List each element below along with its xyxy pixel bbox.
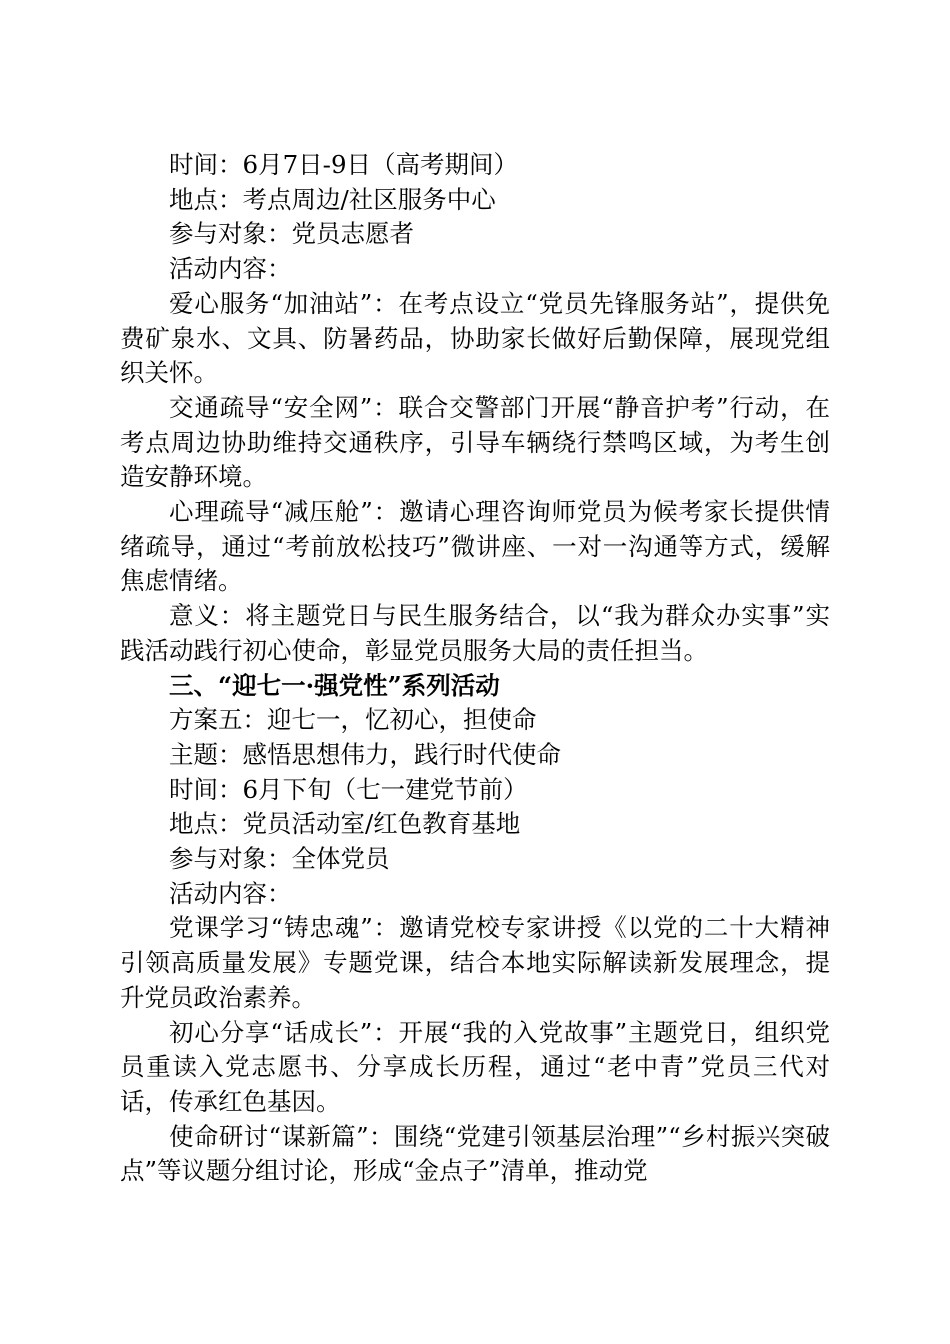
paragraph-activity-label: 活动内容： [169, 254, 292, 284]
paragraph-time-2: 时间：6月下旬（七一建党节前） [169, 774, 528, 804]
paragraph-participants: 参与对象：党员志愿者 [169, 219, 414, 249]
paragraph-mission-discussion: 使命研讨“谋新篇”：围绕“党建引领基层治理”“乡村振兴突破点”等议题分组讨论，形成“金点子”清单，推动党 [120, 1121, 830, 1186]
paragraph-significance: 意义：将主题党日与民生服务结合，以“我为群众办实事”实践活动践行初心使命，彰显党员服务大局的责任担当。 [120, 601, 830, 665]
paragraph-plan-five: 方案五：迎七一，忆初心，担使命 [169, 705, 537, 735]
paragraph-time: 时间：6月7日-9日（高考期间） [169, 150, 519, 179]
paragraph-location-2: 地点：党员活动室/红色教育基地 [169, 809, 521, 839]
paragraph-love-service: 爱心服务“加油站”：在考点设立“党员先锋服务站”，提供免费矿泉水、文具、防暑药品，协助家长做好后勤保障，展现党组织关怀。 [120, 288, 830, 388]
paragraph-activity-label-2: 活动内容： [169, 878, 292, 908]
paragraph-party-lesson: 党课学习“铸忠魂”：邀请党校专家讲授《以党的二十大精神引领高质量发展》专题党课，结合本地实际解读新发展理念，提升党员政治素养。 [120, 913, 830, 1012]
paragraph-traffic: 交通疏导“安全网”：联合交警部门开展“静音护考”行动，在考点周边协助维持交通秩序，引导车辆绕行禁鸣区域，为考生创造安静环境。 [120, 392, 830, 492]
paragraph-participants-2: 参与对象：全体党员 [169, 844, 390, 874]
paragraph-location: 地点：考点周边/社区服务中心 [169, 184, 496, 214]
paragraph-original-aspiration: 初心分享“话成长”：开展“我的入党故事”主题党日，组织党员重读入党志愿书、分享成长历程，通过“老中青”党员三代对话，传承红色基因。 [120, 1017, 830, 1116]
paragraph-psychology: 心理疏导“减压舱”：邀请心理咨询师党员为候考家长提供情绪疏导，通过“考前放松技巧”微讲座、一对一沟通等方式，缓解焦虑情绪。 [120, 497, 830, 596]
section-heading: 三、“迎七一·强党性”系列活动 [169, 670, 500, 700]
document-body [120, 148, 830, 1189]
paragraph-theme: 主题：感悟思想伟力，践行时代使命 [169, 739, 561, 769]
